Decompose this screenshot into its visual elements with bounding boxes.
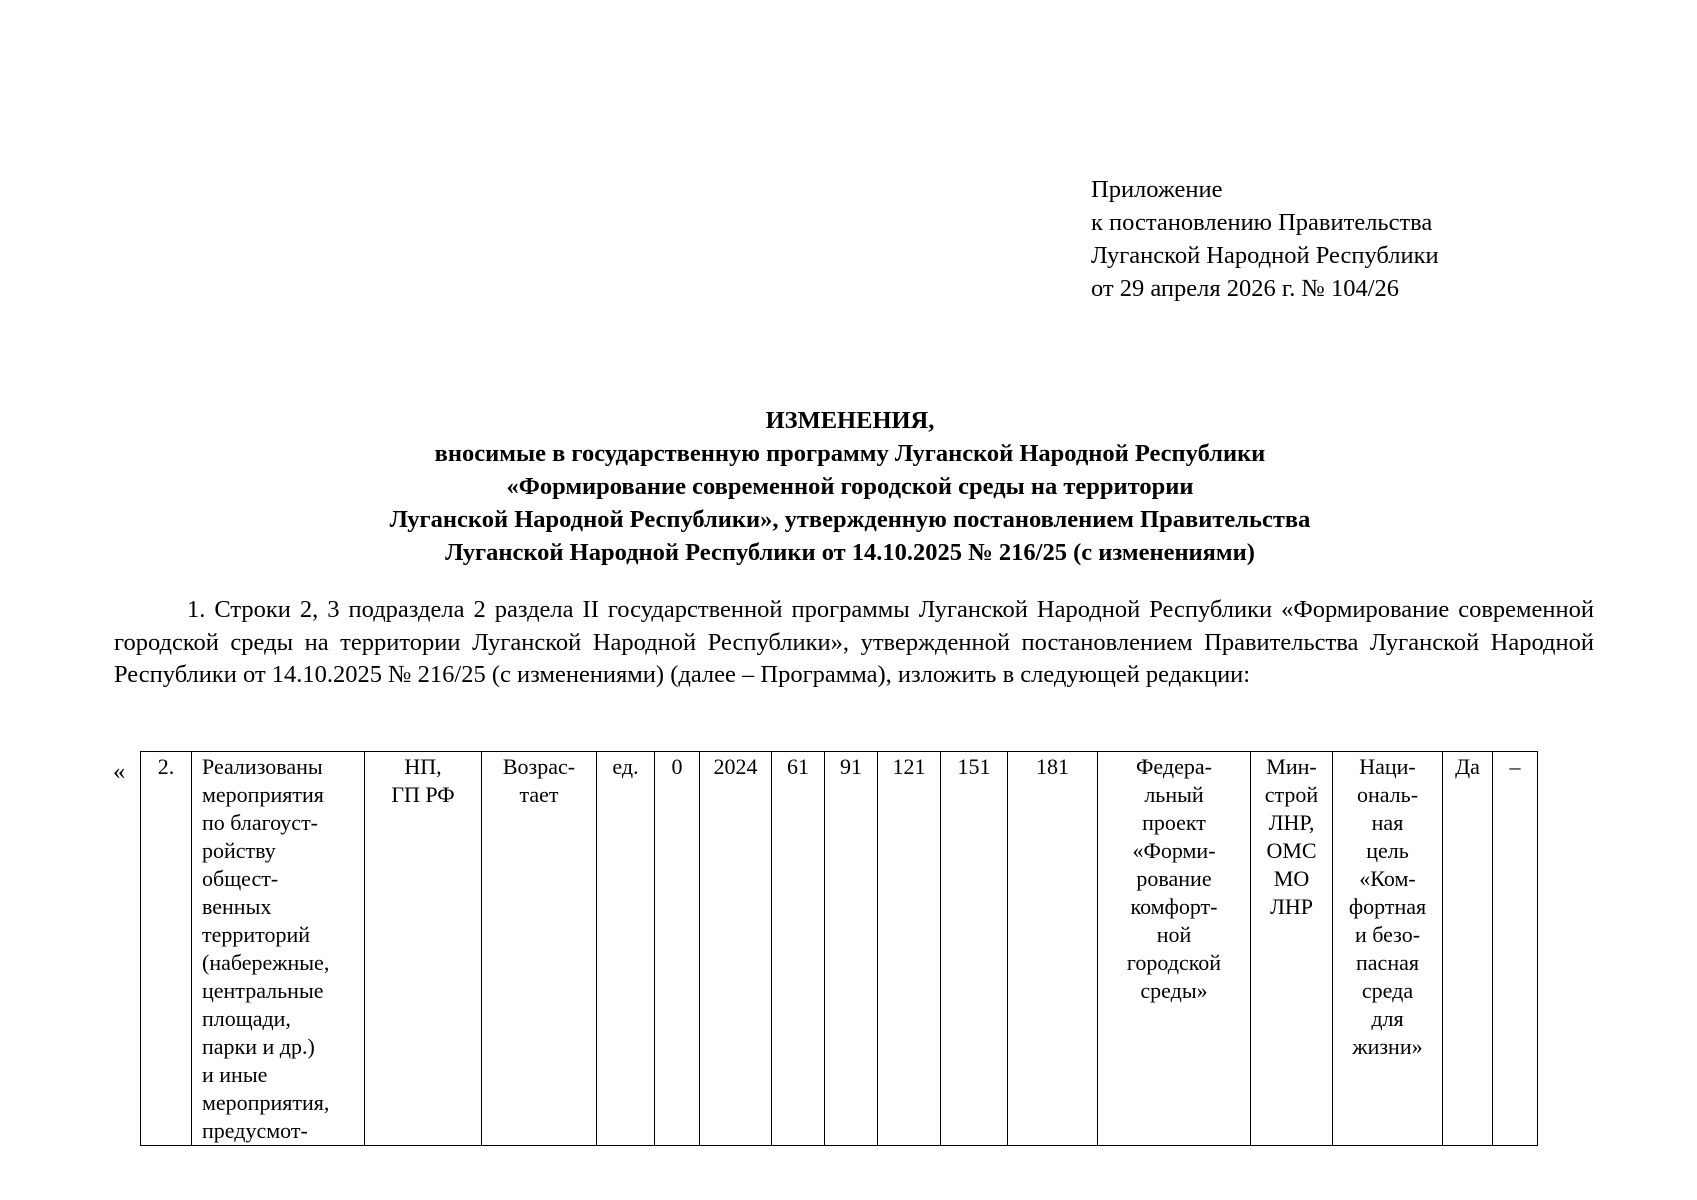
- cell-line: «Ком-: [1359, 866, 1416, 891]
- cell-line: среды»: [1140, 978, 1208, 1003]
- cell-line: комфорт-: [1130, 894, 1218, 919]
- cell-line: венных: [202, 894, 272, 919]
- cell-flag: Да: [1443, 752, 1493, 1146]
- title-line: ИЗМЕНЕНИЯ,: [765, 407, 935, 434]
- cell-line: пасная: [1356, 950, 1419, 975]
- cell-value: 121: [878, 752, 941, 1146]
- cell-line: ная: [1371, 810, 1404, 835]
- cell-line: мероприятия: [202, 782, 324, 807]
- cell-line: и иные: [202, 1062, 268, 1087]
- cell-line: цель: [1366, 838, 1409, 863]
- cell-line: и безо-: [1354, 922, 1421, 947]
- cell-line: ОМС: [1266, 838, 1317, 863]
- cell-line: ЛНР: [1269, 894, 1314, 919]
- multiline-cell: [1251, 752, 1332, 921]
- cell-dash: –: [1493, 752, 1538, 1146]
- cell-line: городской: [1126, 950, 1222, 975]
- opening-quote: «: [113, 758, 126, 785]
- multiline-cell: [1333, 752, 1442, 1061]
- cell-line: ной: [1156, 922, 1192, 947]
- multiline-cell: [192, 752, 364, 1145]
- cell-base-year: 2024: [700, 752, 772, 1146]
- cell-indicator-name: [192, 752, 365, 1146]
- cell-line: рование: [1136, 866, 1212, 891]
- cell-line: по благоуст-: [202, 810, 319, 835]
- cell-line: Мин-: [1266, 754, 1317, 779]
- cell-line: строй: [1264, 782, 1319, 807]
- cell-line: тает: [519, 782, 559, 807]
- cell-line: для: [1371, 1006, 1404, 1031]
- cell-value: 151: [941, 752, 1008, 1146]
- cell-line: ональ-: [1356, 782, 1419, 807]
- cell-line: общест-: [202, 866, 279, 891]
- cell-unit: ед.: [597, 752, 655, 1146]
- cell-line: центральные: [202, 978, 324, 1003]
- cell-line: ГП РФ: [391, 782, 455, 807]
- cell-line: льный: [1144, 782, 1204, 807]
- cell-line: территорий: [202, 922, 311, 947]
- cell-line: Федера-: [1136, 754, 1212, 779]
- cell-level: [365, 752, 482, 1146]
- program-table: [140, 751, 1538, 1146]
- cell-line: жизни»: [1352, 1034, 1423, 1059]
- cell-value: 91: [825, 752, 878, 1146]
- title-line: Луганской Народной Республики», утвержденную постановлением Правительства: [389, 506, 1311, 533]
- cell-line: предусмот-: [202, 1118, 308, 1143]
- cell-line: ройству: [202, 838, 276, 863]
- cell-line: парки и др.): [202, 1034, 315, 1059]
- cell-line: фортная: [1348, 894, 1427, 919]
- appendix-block: [1091, 173, 1439, 305]
- cell-federal-project: [1098, 752, 1251, 1146]
- multiline-cell: [1098, 752, 1250, 1005]
- title-line: «Формирование современной городской среды на территории: [506, 473, 1194, 500]
- cell-responsible: [1251, 752, 1333, 1146]
- appendix-line: Луганской Народной Республики: [1091, 242, 1439, 269]
- cell-line: МО: [1273, 866, 1310, 891]
- appendix-line: Приложение: [1091, 176, 1223, 203]
- cell-line: «Форми-: [1132, 838, 1216, 863]
- cell-line: среда: [1361, 978, 1414, 1003]
- cell-line: площади,: [202, 1006, 291, 1031]
- appendix-line: от 29 апреля 2026 г. № 104/26: [1091, 275, 1400, 302]
- cell-line: Наци-: [1359, 754, 1416, 779]
- cell-national-goal: [1333, 752, 1443, 1146]
- cell-base-value: 0: [655, 752, 700, 1146]
- paragraph-1: 1. Строки 2, 3 подраздела 2 раздела II государственной программы Луганской Народной Республики «Формирование современной городской среды на территории Луганской Народной Республики», утвержденной постановлением Правительства Луганской Народной Республики от 14.10.2025 № 216/25 (с изменениями) (далее – Программа), изложить в следующей редакции:: [114, 596, 1594, 688]
- title-line: вносимые в государственную программу Луганской Народной Республики: [434, 440, 1266, 467]
- cell-line: Возрас-: [502, 754, 576, 779]
- cell-line: НП,: [404, 754, 442, 779]
- multiline-cell: [365, 752, 481, 809]
- cell-line: (набережные,: [202, 950, 330, 975]
- cell-line: мероприятия,: [202, 1090, 330, 1115]
- cell-value: 61: [772, 752, 825, 1146]
- title-line: Луганской Народной Республики от 14.10.2025 № 216/25 (с изменениями): [445, 539, 1255, 566]
- cell-line: ЛНР,: [1268, 810, 1315, 835]
- cell-line: Реализованы: [202, 754, 323, 779]
- cell-number: 2.: [141, 752, 192, 1146]
- cell-line: проект: [1142, 810, 1206, 835]
- cell-value: 181: [1008, 752, 1098, 1146]
- appendix-line: к постановлению Правительства: [1091, 209, 1433, 236]
- cell-trend: [482, 752, 597, 1146]
- multiline-cell: [482, 752, 596, 809]
- document-title: [300, 404, 1400, 569]
- table-row: [141, 752, 1538, 1146]
